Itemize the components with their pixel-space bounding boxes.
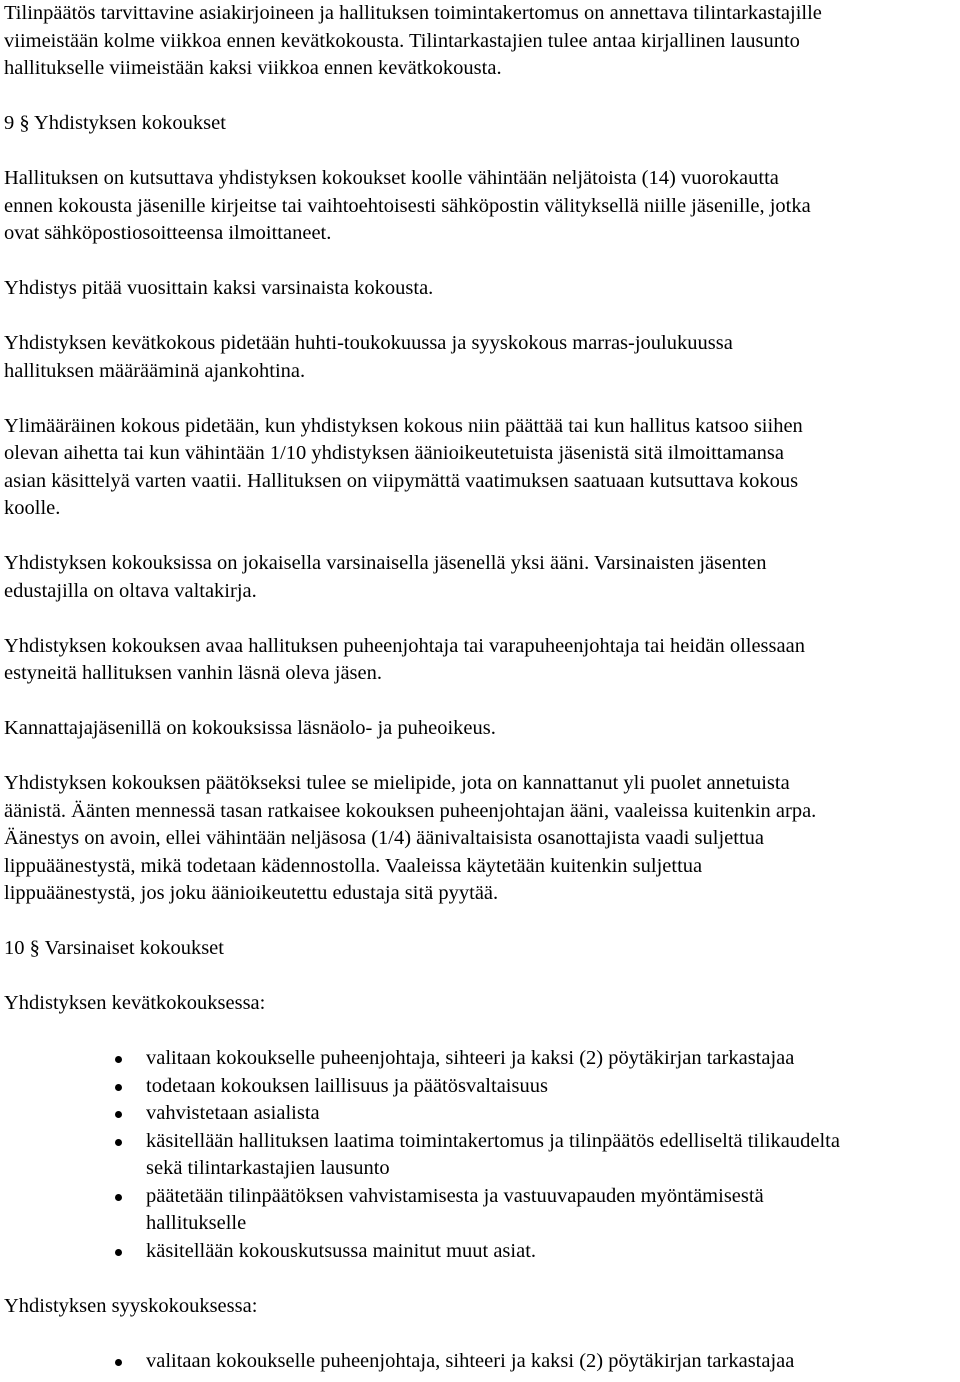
text-line: Hallituksen on kutsuttava yhdistyksen kokoukset koolle vähintään neljätoista (14) vuorokautta (4, 167, 779, 189)
text-line: estyneitä hallituksen vanhin läsnä oleva jäsen. (4, 662, 382, 684)
paragraph-meeting-times (4, 330, 960, 385)
text-line: Tilinpäätös tarvittavine asiakirjoineen ja hallituksen toimintakertomus on annettava tilintarkastajille (4, 2, 822, 24)
paragraph-voting-rights (4, 550, 960, 605)
paragraph-supporting-members (4, 715, 960, 743)
text-line: Äänestys on avoin, ellei vähintään neljäsosa (1/4) äänivaltaisista osanottajista vaadi suljettua (4, 827, 764, 849)
text-line: Ylimääräinen kokous pidetään, kun yhdistyksen kokous niin päättää tai kun hallitus katsoo siihen (4, 414, 803, 437)
spring-meeting-label: Yhdistyksen kevätkokouksessa: (4, 992, 266, 1014)
text-line: Kannattajajäsenillä on kokouksissa läsnäolo- ja puheoikeus. (4, 717, 496, 739)
bullet-icon (115, 1359, 122, 1366)
list-item (4, 1348, 960, 1376)
text-line: koolle. (4, 497, 61, 519)
list-item-text: valitaan kokoukselle puheenjohtaja, sihteeri ja kaksi (2) pöytäkirjan tarkastajaa (146, 1047, 795, 1069)
bullet-icon (115, 1194, 122, 1201)
text-line: äänistä. Äänten mennessä tasan ratkaisee kokouksen puheenjohtajan ääni, vaaleissa kuitenkin arpa. (4, 799, 817, 822)
text-line: viimeistään kolme viikkoa ennen kevätkokousta. Tilintarkastajien tulee antaa kirjallinen lausunto (4, 29, 800, 52)
list-item (4, 1128, 960, 1183)
text-line: olevan aihetta tai kun vähintään 1/10 yhdistyksen äänioikeutetuista jäsenistä sitä ilmoittamansa (4, 442, 784, 464)
intro-paragraph (4, 0, 960, 83)
bullet-icon (115, 1139, 122, 1146)
text-line: Yhdistys pitää vuosittain kaksi varsinaista kokousta. (4, 277, 434, 299)
list-item (4, 1238, 960, 1266)
text-line: Yhdistyksen kokouksissa on jokaisella varsinaisella jäsenellä yksi ääni. Varsinaisten jäsenten (4, 552, 767, 574)
spring-meeting-list (4, 1045, 960, 1265)
list-item-text: päätetään tilinpäätöksen vahvistamisesta ja vastuuvapauden myöntämisestä (146, 1184, 764, 1207)
text-line: Yhdistyksen kokouksen avaa hallituksen puheenjohtaja tai varapuheenjohtaja tai heidän ollessaan (4, 634, 805, 657)
bullet-icon (115, 1249, 122, 1256)
section-10-heading: 10 § Varsinaiset kokoukset (4, 937, 224, 959)
paragraph-extraordinary-meeting (4, 413, 960, 523)
paragraph-decisions (4, 770, 960, 908)
list-item-text: käsitellään kokouskutsussa mainitut muut asiat. (146, 1239, 537, 1262)
paragraph-meeting-opening (4, 633, 960, 688)
list-item-text: hallitukselle (146, 1212, 247, 1234)
list-item-text: käsitellään hallituksen laatima toimintakertomus ja tilinpäätös edelliseltä tilikaudelta (146, 1129, 840, 1152)
text-line: ennen kokousta jäsenille kirjeitse tai vaihtoehtoisesti sähköpostin välityksellä niille jäsenille, jotka (4, 194, 811, 217)
text-line: hallituksen määrääminä ajankohtina. (4, 359, 306, 382)
autumn-meeting-label: Yhdistyksen syyskokouksessa: (4, 1294, 258, 1317)
section-9-heading: 9 § Yhdistyksen kokoukset (4, 112, 226, 134)
text-line: edustajilla on oltava valtakirja. (4, 579, 257, 602)
bullet-icon (115, 1111, 122, 1118)
list-item (4, 1073, 960, 1101)
list-item-text: valitaan kokoukselle puheenjohtaja, sihteeri ja kaksi (2) pöytäkirjan tarkastajaa (146, 1349, 795, 1372)
paragraph-two-meetings (4, 275, 960, 303)
text-line: asian käsittelyä varten vaatii. Hallituksen on viipymättä vaatimuksen saatuaan kutsuttava kokous (4, 469, 799, 492)
text-line: Yhdistyksen kokouksen päätökseksi tulee se mielipide, jota on kannattanut yli puolet annetuista (4, 772, 790, 794)
document-page (4, 0, 960, 1375)
list-item (4, 1100, 960, 1128)
text-line: Yhdistyksen kevätkokous pidetään huhti-toukokuussa ja syyskokous marras-joulukuussa (4, 332, 733, 354)
paragraph-meeting-invitation (4, 165, 960, 248)
list-item-text: vahvistetaan asialista (146, 1102, 320, 1124)
text-line: lippuäänestystä, mikä todetaan kädennostolla. Vaaleissa käytetään kuitenkin suljettua (4, 854, 703, 877)
autumn-meeting-list (4, 1348, 960, 1376)
list-item (4, 1183, 960, 1238)
text-line: lippuäänestystä, jos joku äänioikeutettu edustaja sitä pyytää. (4, 882, 499, 904)
bullet-icon (115, 1056, 122, 1063)
bullet-icon (115, 1084, 122, 1091)
list-item (4, 1045, 960, 1073)
text-line: ovat sähköpostiosoitteensa ilmoittaneet. (4, 222, 332, 244)
list-item-text: sekä tilintarkastajien lausunto (146, 1157, 390, 1179)
list-item-text: todetaan kokouksen laillisuus ja päätösvaltaisuus (146, 1074, 548, 1097)
text-line: hallitukselle viimeistään kaksi viikkoa ennen kevätkokousta. (4, 57, 502, 79)
